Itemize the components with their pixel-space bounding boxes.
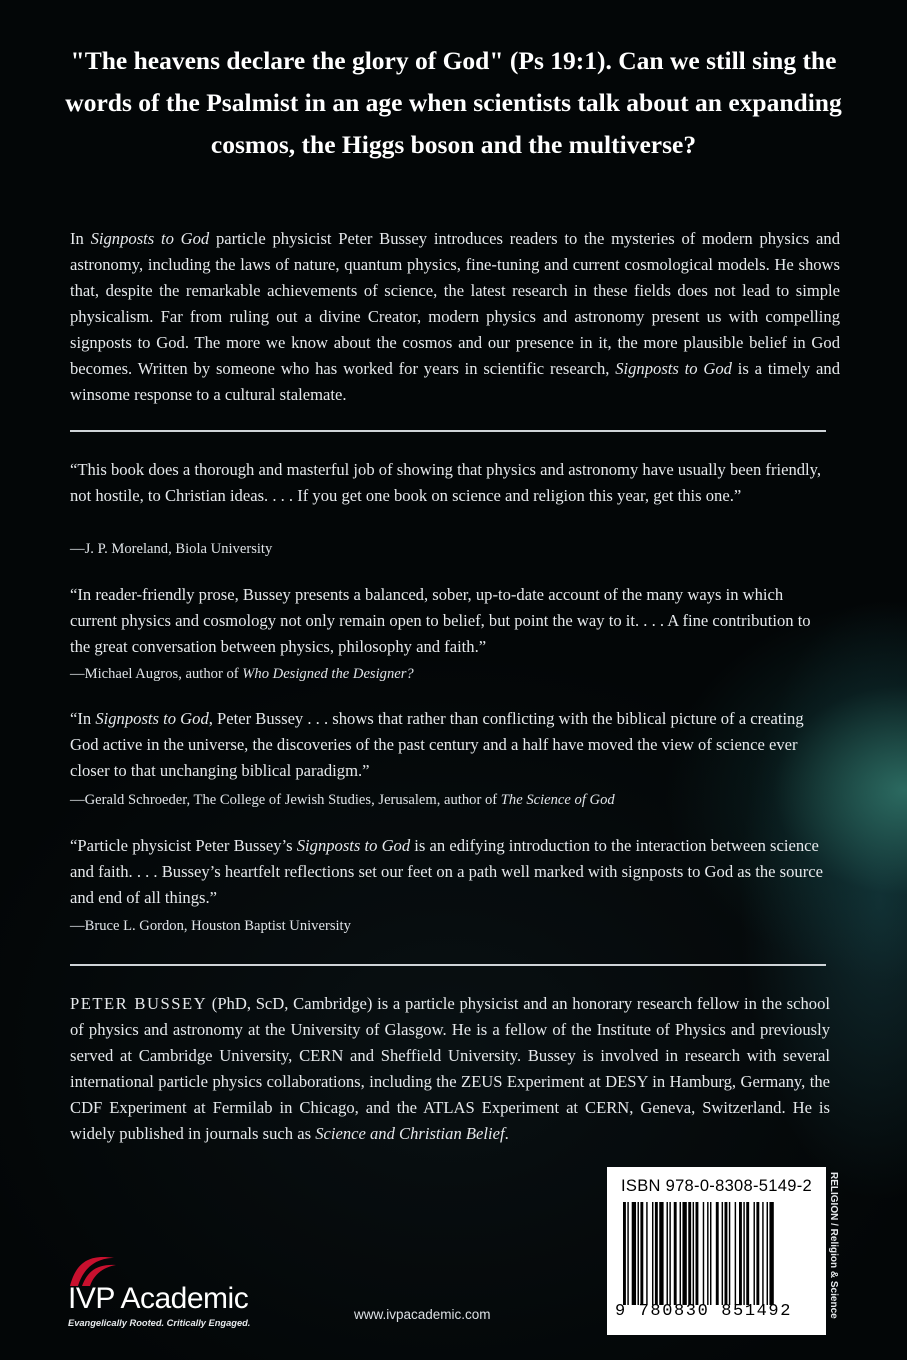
barcode-bar (688, 1202, 691, 1305)
barcode-bar (739, 1202, 742, 1305)
barcode-bar (725, 1202, 728, 1305)
barcode-bar (659, 1202, 663, 1305)
barcode-bar (638, 1202, 639, 1305)
barcode-bar (756, 1202, 759, 1305)
endorsement-quote: “In Signposts to God, Peter Bussey . . . shows that rather than conflicting with the biblical picture of a creating God active in the universe, the discoveries of the past century and a half have moved the view of science ever closer to that unchanging biblical paradigm.” (70, 709, 804, 780)
endorsement-attribution: —Michael Augros, author of Who Designed the Designer? (70, 666, 414, 682)
endorsement-quote: “Particle physicist Peter Bussey’s Signposts to God is an edifying introduction to the interaction between science and faith. . . . Bussey’s heartfelt reflections set our feet on a path well marked with signposts to God as the source and end of all things.” (70, 836, 823, 907)
publisher-name: IVP Academic (68, 1282, 249, 1315)
barcode-bar (769, 1202, 773, 1305)
barcode-bar (640, 1202, 643, 1305)
endorsement-quote: “This book does a thorough and masterful job of showing that physics and astronomy have usually been friendly, not hostile, to Christian ideas. . . . If you get one book on science and religion this year, get this one.” (70, 460, 822, 505)
publisher-logo (68, 1252, 268, 1332)
barcode-bar (716, 1202, 719, 1305)
barcode-bar (703, 1202, 704, 1305)
barcode-bar (646, 1202, 647, 1305)
headline-quote: "The heavens declare the glory of God" (Ps 19:1). Can we still sing the words of the Psalmist in an age when scientists talk about an expanding cosmos, the Higgs boson and the multiverse? (65, 46, 842, 159)
barcode-bar (722, 1202, 723, 1305)
publisher-url[interactable]: www.ivpacademic.com (354, 1307, 491, 1322)
barcode-bar (743, 1202, 744, 1305)
divider-rule (70, 430, 826, 432)
barcode-bar (693, 1202, 694, 1305)
publisher-tagline: Evangelically Rooted. Critically Engaged. (68, 1318, 251, 1328)
endorsement-quote: “In reader-friendly prose, Bussey presents a balanced, sober, up-to-date account of the many ways in which current physics and cosmology not only remain open to belief, but point the way to it. . . . A fine contribution to the great conversation between physics, philosophy and faith.” (70, 585, 811, 656)
barcode-bar (707, 1202, 708, 1305)
barcode-bar (735, 1202, 736, 1305)
barcode-bar (627, 1202, 628, 1305)
barcode-bar (655, 1202, 658, 1305)
isbn-barcode (607, 1167, 826, 1335)
barcode-bar (667, 1202, 668, 1305)
category-label: RELIGION / Religion & Science (828, 1172, 839, 1319)
barcode-bar (696, 1202, 699, 1305)
barcode-bar (680, 1202, 681, 1305)
barcode-bar (652, 1202, 653, 1305)
endorsement-attribution: —Bruce L. Gordon, Houston Baptist University (70, 918, 351, 934)
barcode-bar (729, 1202, 730, 1305)
barcode-bar (767, 1202, 768, 1305)
book-description: In Signposts to God particle physicist Peter Bussey introduces readers to the mysteries of modern physics and astronomy, including the laws of nature, quantum physics, fine-tuning and current cosmological models. He shows that, despite the remarkable achievements of science, the latest research in these fields does not lead to simple physicalism. Far from ruling out a divine Creator, modern physics and astronomy present us with compelling signposts to God. The more we know about the cosmos and our presence in it, the more plausible belief in God becomes. Written by someone who has worked for years in scientific research, Signposts to God is a timely and winsome response to a cultural stalemate. (70, 229, 840, 404)
barcode-bar (746, 1202, 749, 1305)
barcode-bar (674, 1202, 677, 1305)
endorsement-attribution: —J. P. Moreland, Biola University (70, 541, 273, 557)
author-name: PETER BUSSEY (70, 994, 208, 1013)
author-bio: PETER BUSSEY (PhD, ScD, Cambridge) is a particle physicist and an honorary research fellow in the school of physics and astronomy at the University of Glasgow. He is a fellow of the Institute of Physics and previously served at Cambridge University, CERN and Sheffield University. Bussey is involved in research with several international particle physics collaborations, including the ZEUS Experiment at DESY in Hamburg, Germany, the CDF Experiment at Fermilab in Chicago, and the ATLAS Experiment at CERN, Geneva, Switzerland. He is widely published in journals such as Science and Christian Belief. (70, 994, 830, 1143)
barcode-bar (710, 1202, 711, 1305)
barcode-bars (623, 1202, 813, 1305)
divider-rule (70, 964, 826, 966)
book-title: Signposts to God (615, 359, 732, 378)
book-title: Signposts to God (90, 229, 210, 248)
barcode-bar (669, 1202, 670, 1305)
barcode-bar (623, 1202, 626, 1305)
barcode-number: 9 780830 851492 (615, 1302, 793, 1321)
barcode-bar (632, 1202, 636, 1305)
endorsement-attribution: —Gerald Schroeder, The College of Jewish Studies, Jerusalem, author of The Science of God (70, 792, 615, 808)
isbn-label: ISBN 978-0-8308-5149-2 (621, 1177, 812, 1195)
barcode-bar (754, 1202, 755, 1305)
barcode-bar (762, 1202, 763, 1305)
barcode-bar (682, 1202, 686, 1305)
